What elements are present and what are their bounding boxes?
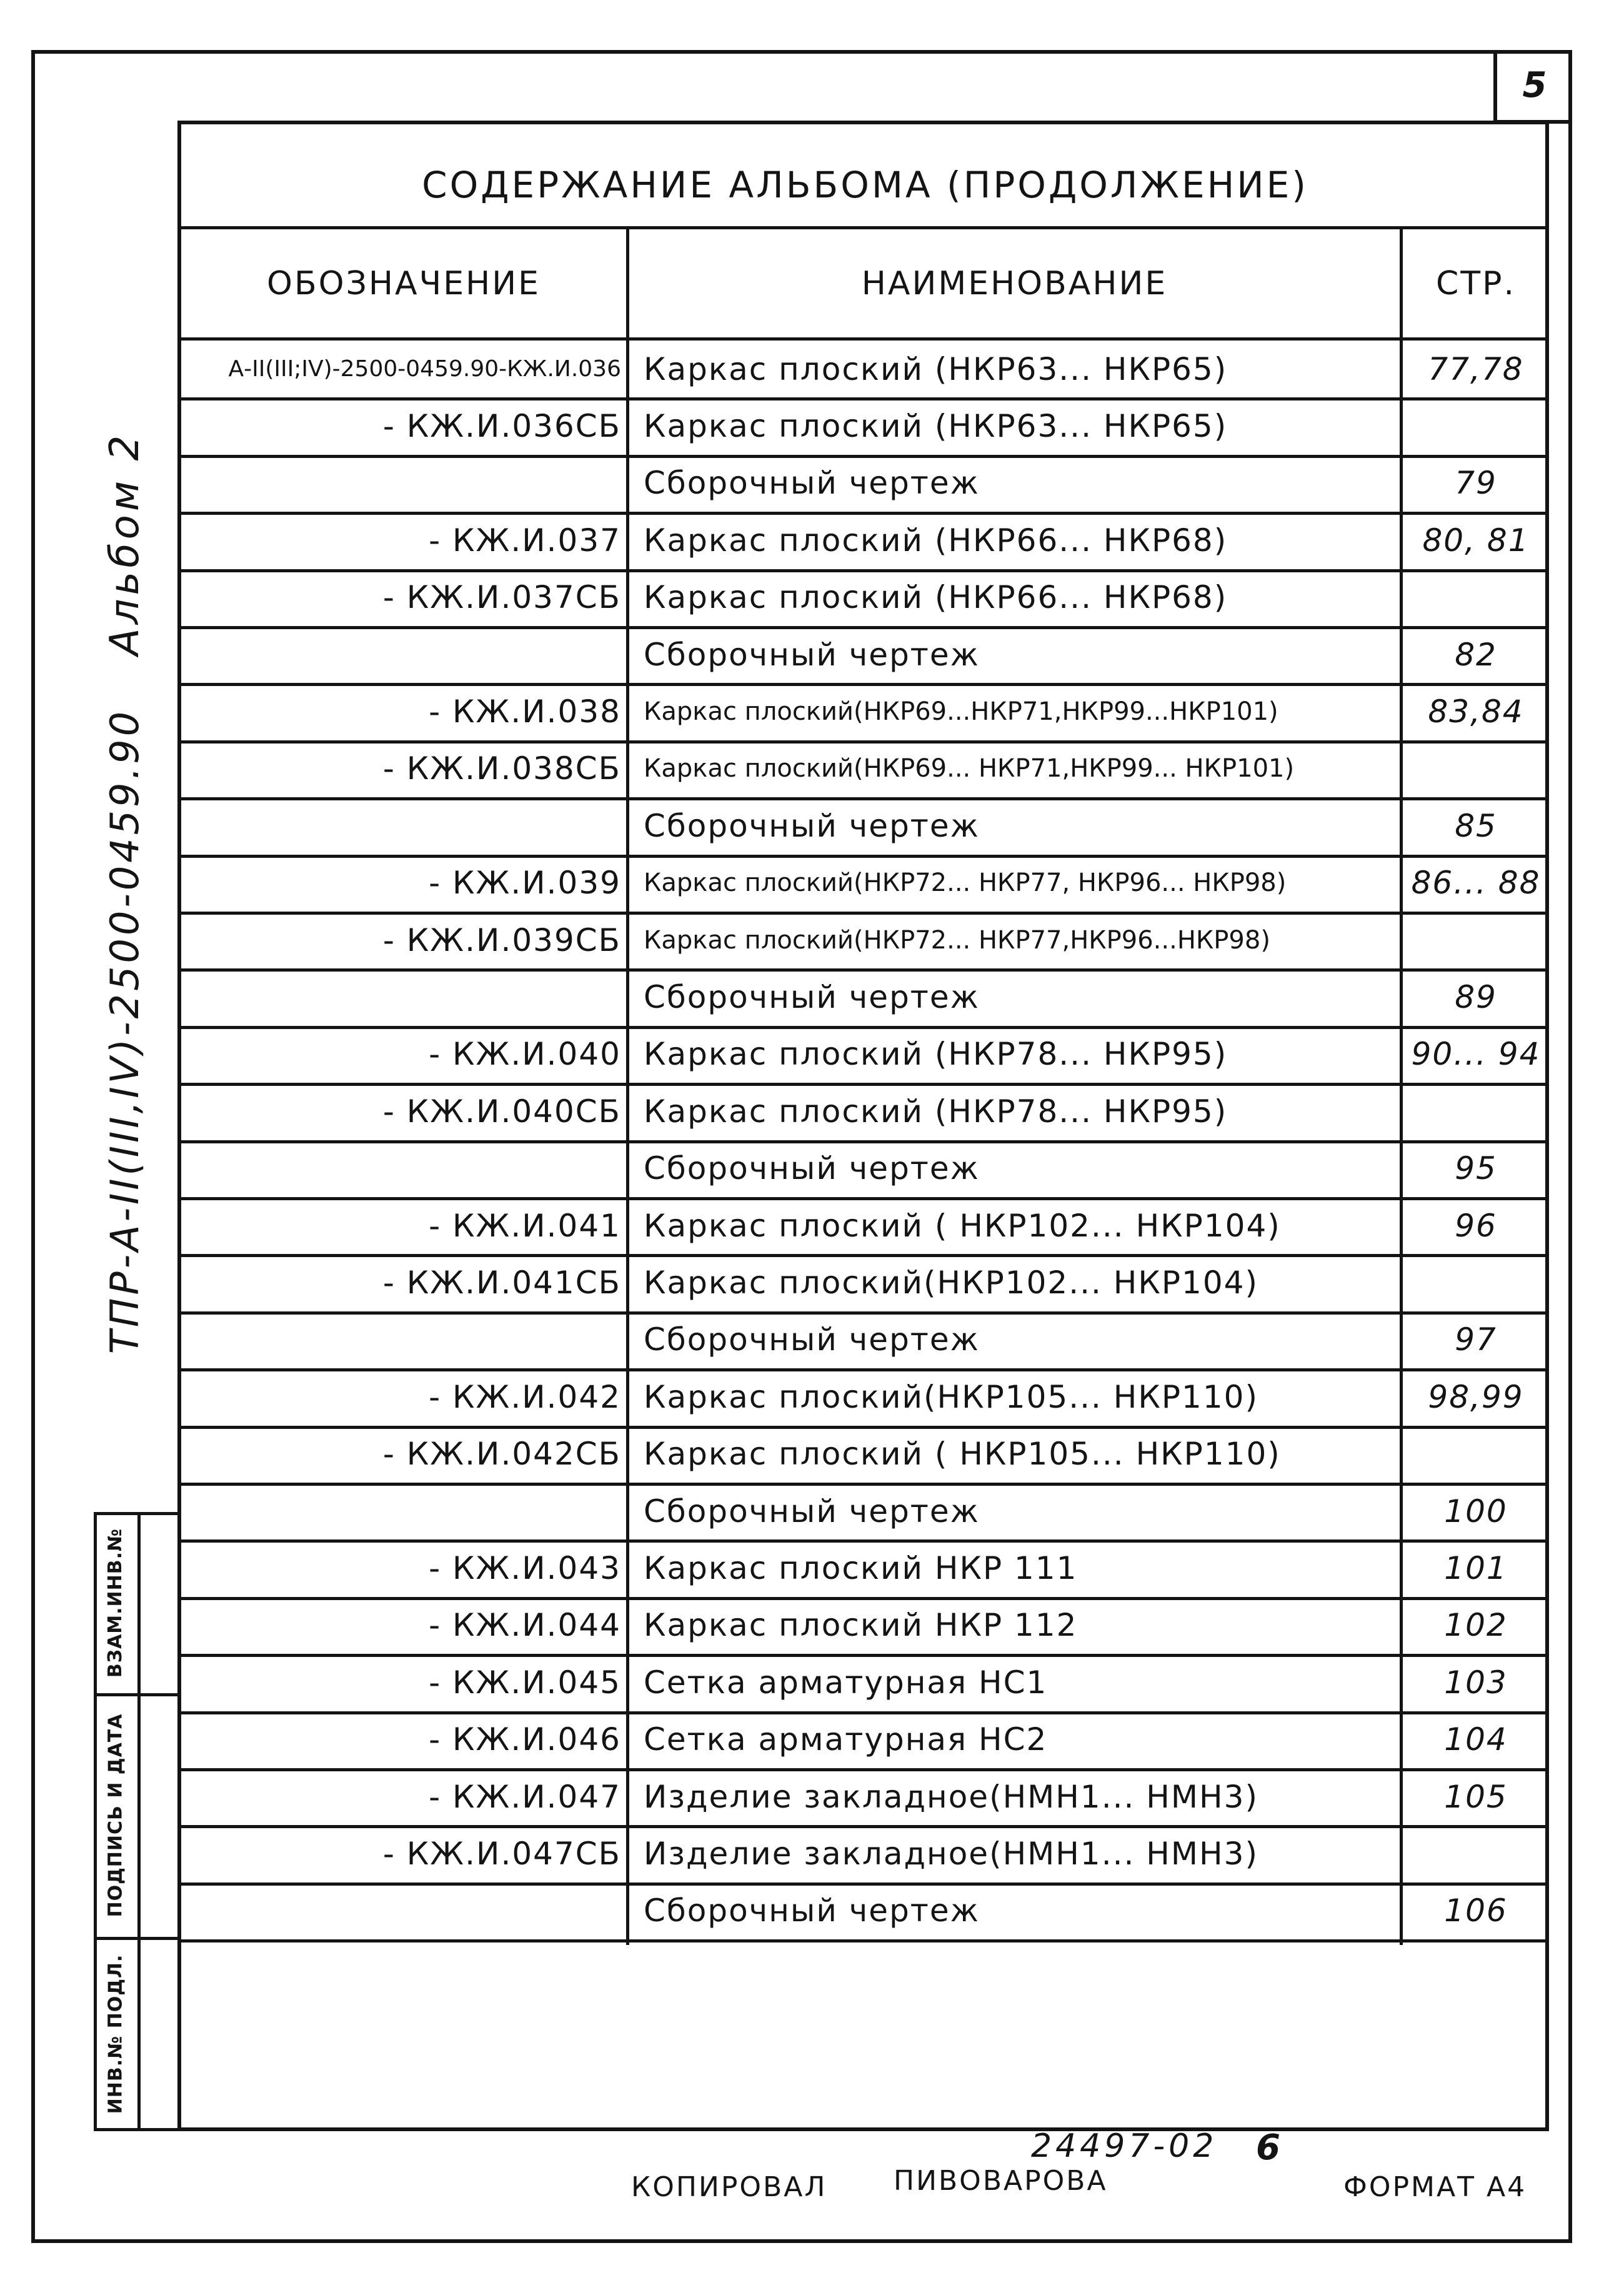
row-name: Сборочный чертеж (644, 1321, 980, 1358)
row-designation: - КЖ.И.038СБ (382, 750, 621, 787)
row-page: 77,78 (1428, 351, 1524, 387)
row-designation (187, 1311, 621, 1368)
row-page: 85 (1455, 807, 1497, 844)
stamp-vzam-cell (94, 1512, 137, 1693)
row-designation: - КЖ.И.039 (429, 865, 621, 902)
row-name: Сборочный чертеж (644, 636, 980, 673)
row-page: 80, 81 (1422, 522, 1530, 559)
row-designation (187, 455, 621, 512)
row-page: 90... 94 (1411, 1036, 1541, 1073)
row-name: Сборочный чертеж (644, 465, 980, 502)
header-designation: ОБОЗНАЧЕНИЕ (267, 264, 541, 302)
row-page: 97 (1455, 1321, 1497, 1358)
copied-label: КОПИРОВАЛ (631, 2171, 827, 2203)
side-album-wrap (78, 369, 172, 719)
row-page (1403, 1426, 1549, 1483)
row-name: Сборочный чертеж (644, 807, 980, 844)
row-name: Каркас плоский (НКР78... НКР95) (644, 1036, 1228, 1073)
row-designation: - КЖ.И.039СБ (382, 922, 621, 958)
row-name: Каркас плоский(НКР72... НКР77,НКР96...НКР98) (644, 925, 1270, 955)
sheet-number: 6 (1256, 2127, 1280, 2168)
row-designation (187, 1140, 621, 1197)
row-page: 101 (1444, 1550, 1508, 1587)
row-page (1403, 912, 1549, 968)
row-name: Сетка арматурная НС1 (644, 1664, 1048, 1701)
row-designation: - КЖ.И.038 (429, 694, 621, 730)
row-name: Каркас плоский(НКР105... НКР110) (644, 1378, 1258, 1415)
row-designation: А-II(III;IV)-2500-0459.90-КЖ.И.036 (228, 356, 621, 382)
row-page: 95 (1455, 1150, 1497, 1187)
row-page: 102 (1444, 1607, 1508, 1644)
row-designation: - КЖ.И.045 (429, 1664, 621, 1701)
stamp-podpis-label: ПОДПИСЬ И ДАТА (104, 1713, 127, 1917)
row-designation (187, 968, 621, 1025)
row-designation: - КЖ.И.037 (429, 522, 621, 559)
row-page: 105 (1444, 1778, 1508, 1815)
row-page: 100 (1444, 1493, 1508, 1529)
stamp-inv-label: ИНВ.№ ПОДЛ. (104, 1954, 127, 2114)
row-page (1403, 740, 1549, 797)
header-page: СТР. (1436, 264, 1516, 302)
row-name: Каркас плоский (НКР66... НКР68) (644, 579, 1228, 616)
row-designation: - КЖ.И.037СБ (382, 579, 621, 616)
row-page: 106 (1444, 1893, 1508, 1929)
header-name: НАИМЕНОВАНИЕ (861, 264, 1168, 302)
row-page: 82 (1455, 636, 1497, 673)
row-designation: - КЖ.И.040 (429, 1036, 621, 1073)
row-page (1403, 569, 1549, 626)
stamp-inv-cell (94, 1937, 137, 2131)
row-page (1403, 397, 1549, 454)
copied-by: ПИВОВАРОВА (894, 2165, 1108, 2197)
row-name: Каркас плоский (НКР66... НКР68) (644, 522, 1228, 559)
side-designation-wrap (78, 708, 172, 1354)
row-page (1403, 1825, 1549, 1882)
row-name: Сборочный чертеж (644, 1893, 980, 1929)
row-name: Изделие закладное(НМН1... НМН3) (644, 1778, 1258, 1815)
row-page: 103 (1444, 1664, 1508, 1701)
row-name: Сборочный чертеж (644, 1493, 980, 1529)
row-page: 79 (1455, 465, 1497, 502)
row-page: 83,84 (1428, 694, 1524, 730)
side-designation-label: ТПР-А-II(III,IV)-2500-0459.90 (102, 708, 148, 1354)
row-name: Каркас плоский(НКР69... НКР71,НКР99... НКР101) (644, 754, 1295, 783)
row-name: Каркас плоский (НКР63... НКР65) (644, 351, 1228, 387)
row-name: Каркас плоский(НКР69...НКР71,НКР99...НКР101) (644, 697, 1278, 727)
row-page (1403, 1254, 1549, 1311)
row-name: Каркас плоский ( НКР102... НКР104) (644, 1207, 1281, 1244)
row-designation: - КЖ.И.047 (429, 1778, 621, 1815)
doc-number: 24497-02 (1031, 2127, 1218, 2165)
row-name: Каркас плоский(НКР102... НКР104) (644, 1265, 1258, 1301)
row-name: Каркас плоский (НКР78... НКР95) (644, 1093, 1228, 1130)
row-page: 89 (1455, 979, 1497, 1016)
row-name: Каркас плоский(НКР72... НКР77, НКР96... НКР98) (644, 868, 1287, 898)
row-page: 98,99 (1428, 1378, 1524, 1415)
page-number: 5 (1493, 50, 1572, 124)
row-designation: - КЖ.И.040СБ (382, 1093, 621, 1130)
format-label: ФОРМАТ А4 (1343, 2171, 1527, 2203)
row-designation: - КЖ.И.041СБ (382, 1265, 621, 1301)
row-page: 86... 88 (1411, 865, 1541, 902)
row-page (1403, 1083, 1549, 1140)
row-name: Каркас плоский НКР 111 (644, 1550, 1078, 1587)
row-name: Сборочный чертеж (644, 1150, 980, 1187)
row-designation: - КЖ.И.044 (429, 1607, 621, 1644)
row-designation: - КЖ.И.036СБ (382, 408, 621, 445)
row-divider (177, 1939, 1549, 1942)
row-designation: - КЖ.И.042 (429, 1378, 621, 1415)
row-name: Каркас плоский ( НКР105... НКР110) (644, 1436, 1281, 1473)
row-designation (187, 1883, 621, 1939)
row-designation (187, 797, 621, 854)
row-designation: - КЖ.И.042СБ (382, 1436, 621, 1473)
row-name: Изделие закладное(НМН1... НМН3) (644, 1836, 1258, 1873)
row-designation: - КЖ.И.041 (429, 1207, 621, 1244)
row-name: Каркас плоский НКР 112 (644, 1607, 1078, 1644)
row-designation: - КЖ.И.046 (429, 1721, 621, 1758)
row-page: 96 (1455, 1207, 1497, 1244)
page-title: СОДЕРЖАНИЕ АЛЬБОМА (ПРОДОЛЖЕНИЕ) (422, 164, 1308, 206)
row-page: 104 (1444, 1721, 1508, 1758)
side-album-label: Альбом 2 (102, 431, 148, 656)
row-name: Сборочный чертеж (644, 979, 980, 1016)
stamp-vzam-label: ВЗАМ.ИНВ.№ (104, 1528, 127, 1678)
stamp-divider-vertical (137, 1512, 141, 2131)
row-designation: - КЖ.И.047СБ (382, 1836, 621, 1873)
row-designation: - КЖ.И.043 (429, 1550, 621, 1587)
stamp-podpis-cell (94, 1693, 137, 1937)
row-name: Сетка арматурная НС2 (644, 1721, 1048, 1758)
row-designation (187, 626, 621, 683)
row-designation (187, 1483, 621, 1539)
row-name: Каркас плоский (НКР63... НКР65) (644, 408, 1228, 445)
